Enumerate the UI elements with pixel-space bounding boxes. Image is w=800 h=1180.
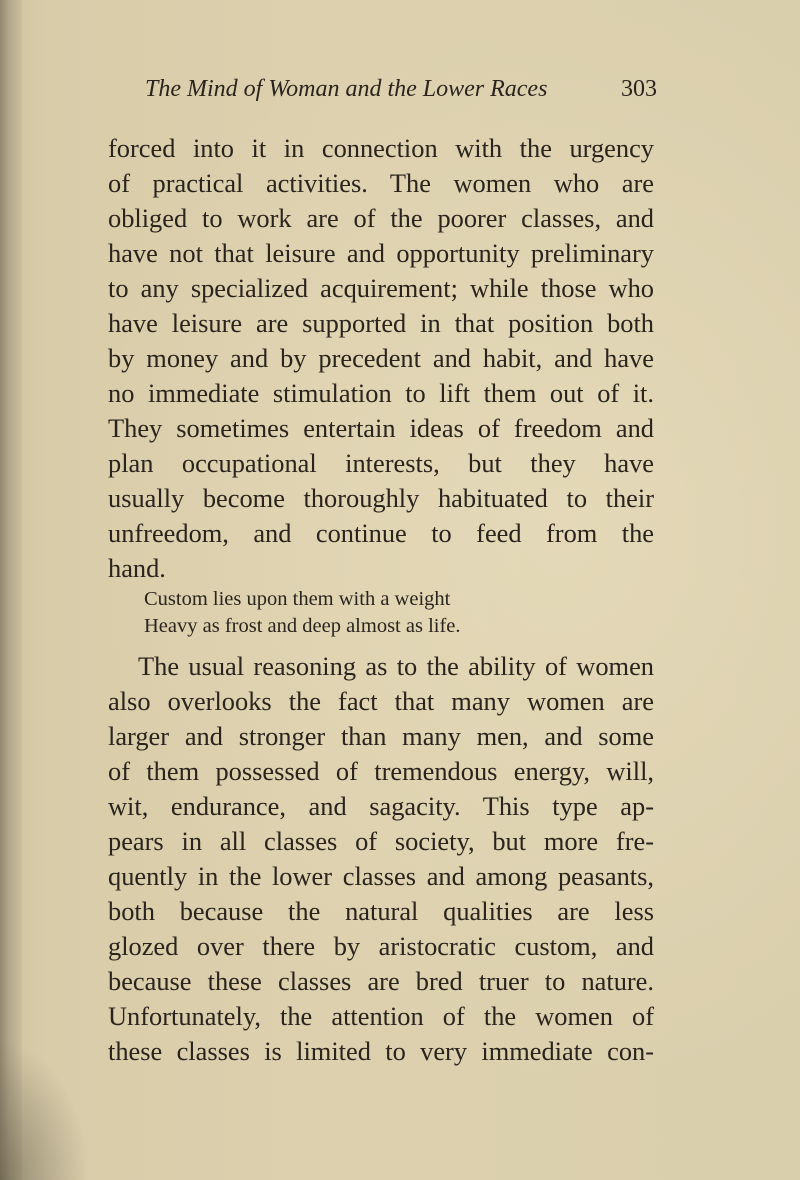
text-line: forced into it in connection with the urgency bbox=[108, 133, 654, 163]
paragraph-1 bbox=[108, 131, 654, 586]
text-line: Unfortunately, the attention of the women of bbox=[108, 1001, 654, 1031]
text-line: of practical activities. The women who are bbox=[108, 168, 654, 198]
running-header bbox=[145, 76, 657, 103]
text-line: wit, endurance, and sagacity. This type ap- bbox=[108, 791, 654, 821]
page-number: 303 bbox=[621, 76, 657, 102]
text-line: unfreedom, and continue to feed from the bbox=[108, 518, 654, 548]
block-quote bbox=[108, 586, 654, 649]
quote-line: Heavy as frost and deep almost as life. bbox=[144, 615, 461, 637]
text-line: plan occupational interests, but they have bbox=[108, 448, 654, 478]
page-corner-shadow bbox=[0, 1040, 90, 1180]
body-text bbox=[108, 131, 654, 1069]
text-line: have not that leisure and opportunity preliminary bbox=[108, 238, 654, 268]
text-line: usually become thoroughly habituated to their bbox=[108, 483, 654, 513]
text-line: hand. bbox=[108, 553, 166, 583]
text-line: by money and by precedent and habit, and have bbox=[108, 343, 654, 373]
paragraph-2 bbox=[108, 649, 654, 1069]
text-line: They sometimes entertain ideas of freedom and bbox=[108, 413, 654, 443]
text-line: of them possessed of tremendous energy, will, bbox=[108, 756, 654, 786]
running-header-title: The Mind of Woman and the Lower Races bbox=[145, 76, 548, 102]
text-line: larger and stronger than many men, and some bbox=[108, 721, 654, 751]
text-line: The usual reasoning as to the ability of women bbox=[138, 651, 654, 681]
text-line: obliged to work are of the poorer classes, and bbox=[108, 203, 654, 233]
text-line: have leisure are supported in that position both bbox=[108, 308, 654, 338]
text-line: also overlooks the fact that many women are bbox=[108, 686, 654, 716]
text-line: pears in all classes of society, but more fre- bbox=[108, 826, 654, 856]
text-line: no immediate stimulation to lift them out of it. bbox=[108, 378, 654, 408]
text-line: because these classes are bred truer to nature. bbox=[108, 966, 654, 996]
page-gutter-shadow bbox=[0, 0, 22, 1180]
text-line: to any specialized acquirement; while those who bbox=[108, 273, 654, 303]
quote-line: Custom lies upon them with a weight bbox=[144, 588, 451, 610]
text-line: quently in the lower classes and among peasants, bbox=[108, 861, 654, 891]
text-line: glozed over there by aristocratic custom, and bbox=[108, 931, 654, 961]
text-line: these classes is limited to very immediate con- bbox=[108, 1036, 654, 1066]
text-line: both because the natural qualities are less bbox=[108, 896, 654, 926]
